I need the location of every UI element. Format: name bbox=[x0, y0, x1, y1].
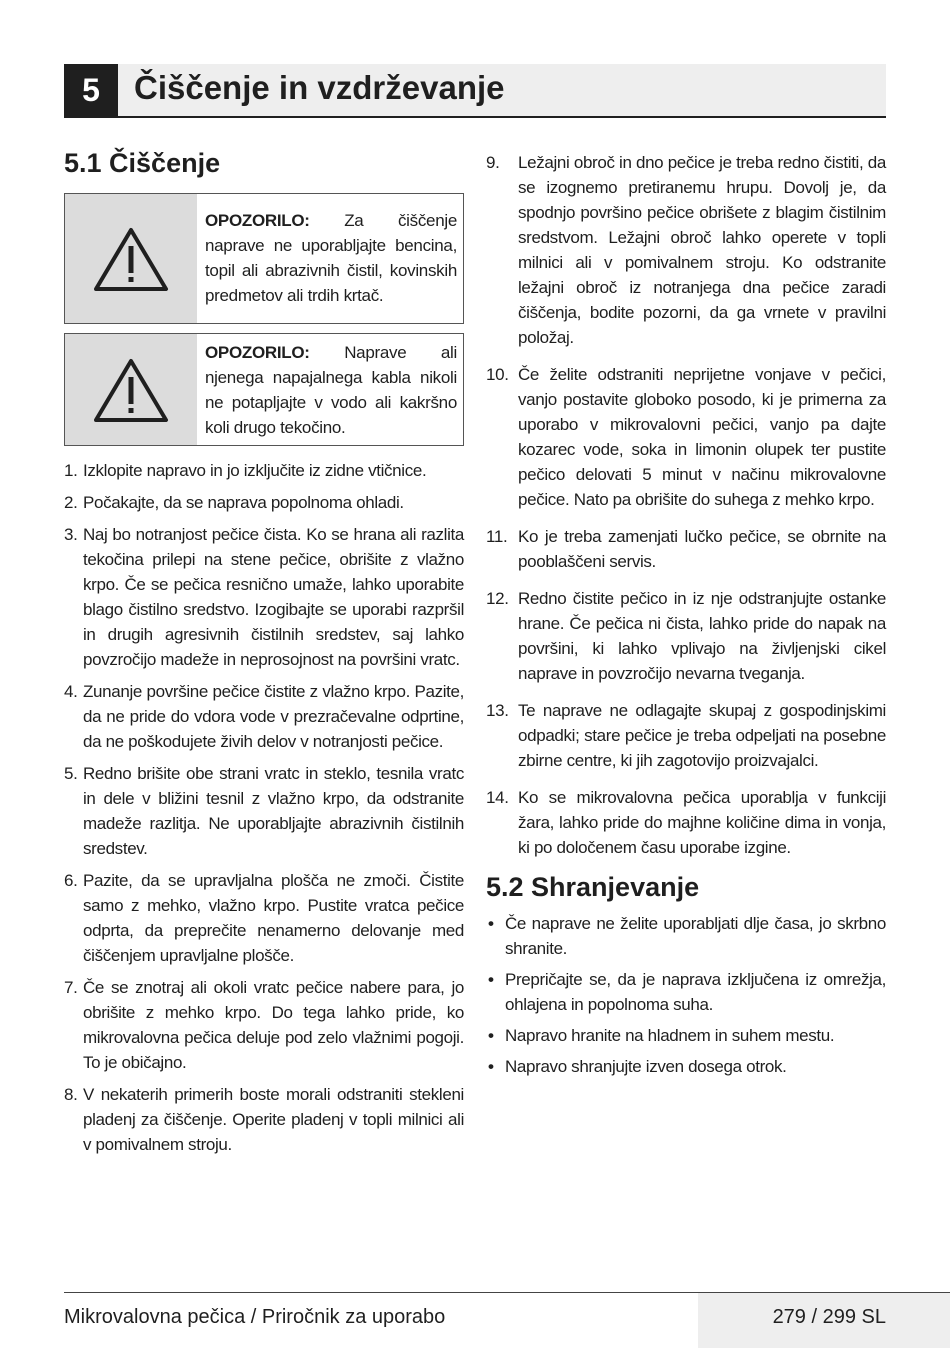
warning-text bbox=[197, 194, 463, 323]
list-item bbox=[64, 522, 464, 672]
warning-body: Za čiščenje naprave ne uporabljajte bencina, topil ali abrazivnih čistil, kovinskih predmetov ali trdih krtač. bbox=[205, 211, 457, 305]
item-number: 14. bbox=[486, 788, 509, 807]
item-text: Zunanje površine pečice čistite z vlažno krpo. Pazite, da ne pride do vdora vode v prezračevalne odprtine, da ne poškodujete živih delov v notranjosti pečice. bbox=[83, 682, 464, 751]
item-text: Pazite, da se upravljalna plošča ne zmoči. Čistite samo z mehko, vlažno krpo. Pustite vratca pečice odprta, da preprečite nenamerno delovanje med čiščenjem upravljalne plošče. bbox=[83, 871, 464, 965]
list-item bbox=[486, 524, 886, 574]
list-item bbox=[486, 362, 886, 512]
item-text: Če naprave ne želite uporabljati dlje časa, jo skrbno shranite. bbox=[505, 914, 886, 958]
item-number: 6. bbox=[64, 871, 78, 890]
warning-triangle-icon bbox=[93, 357, 169, 423]
bullet: • bbox=[488, 970, 494, 989]
list-item bbox=[64, 761, 464, 861]
chapter-header bbox=[64, 64, 886, 118]
item-number: 2. bbox=[64, 493, 78, 512]
chapter-title: Čiščenje in vzdrževanje bbox=[134, 69, 505, 106]
item-number: 7. bbox=[64, 978, 78, 997]
item-number: 4. bbox=[64, 682, 78, 701]
bullet: • bbox=[488, 1026, 494, 1045]
item-text: Redno brišite obe strani vratc in steklo, tesnila vratc in dele v bližini tesnil z vlažno krpo, da odstranite madeže razlitja. Ne uporabljajte abrazivnih čistilnih sredstev. bbox=[83, 764, 464, 858]
warning-box bbox=[64, 333, 464, 446]
item-text: Če želite odstraniti neprijetne vonjave v pečici, vanjo postavite globoko posodo, ki je primerna za uporabo v mikrovalovni pečici, vanjo pa dajte kozarec vode, soka in limonin olupek ter pustite pečico delovati 5 minut v načinu mikrovalovne pečice. Nato pa obrišite do suhega z mehko krpo. bbox=[518, 365, 886, 509]
warning-body: Naprave ali njenega napajalnega kabla nikoli ne potapljajte v vodo ali kakršno koli drugo tekočino. bbox=[205, 343, 457, 437]
list-item bbox=[64, 679, 464, 754]
list-item bbox=[486, 1054, 886, 1079]
item-text: Naj bo notranjost pečice čista. Ko se hrana ali razlita tekočina prilepi na stene pečice, obrišite z vlažno krpo. Če se pečica resnično umaže, lahko uporabite blago čistilno sredstvo. Izogibajte se uporabi razpršil in drugih agresivnih čistilnih sredstev, saj lahko povzročijo madeže in neprosojnost na površini vratc. bbox=[83, 525, 464, 669]
item-text: Ko je treba zamenjati lučko pečice, se obrnite na pooblaščeni servis. bbox=[518, 527, 886, 571]
warning-triangle-icon bbox=[93, 226, 169, 292]
item-number: 9. bbox=[486, 153, 500, 172]
item-text: V nekaterih primerih boste morali odstraniti stekleni pladenj za čiščenje. Operite pladenj v topli milnici ali v pomivalnem stroju. bbox=[83, 1085, 464, 1154]
bullet: • bbox=[488, 914, 494, 933]
item-number: 8. bbox=[64, 1085, 78, 1104]
item-text: Če se znotraj ali okoli vratc pečice nabere para, jo obrišite z mehko krpo. Do tega lahko pride, ko mikrovalovna pečica deluje pod zelo vlažnimi pogoji. To je običajno. bbox=[83, 978, 464, 1072]
list-item bbox=[486, 586, 886, 686]
item-text: Napravo hranite na hladnem in suhem mestu. bbox=[505, 1026, 835, 1045]
list-item bbox=[64, 490, 464, 515]
section-heading-cleaning: 5.1 Čiščenje bbox=[64, 148, 221, 178]
item-text: Napravo shranjujte izven dosega otrok. bbox=[505, 1057, 787, 1076]
right-column bbox=[486, 150, 886, 1085]
list-item bbox=[64, 868, 464, 968]
list-item bbox=[486, 785, 886, 860]
list-item bbox=[486, 967, 886, 1017]
list-item bbox=[486, 698, 886, 773]
item-text: Prepričajte se, da je naprava izključena iz omrežja, ohlajena in popolnoma suha. bbox=[505, 970, 886, 1014]
warning-label: OPOZORILO: bbox=[205, 343, 310, 362]
item-number: 3. bbox=[64, 525, 78, 544]
item-number: 1. bbox=[64, 461, 78, 480]
item-text: Izklopite napravo in jo izključite iz zidne vtičnice. bbox=[83, 461, 427, 480]
left-column bbox=[64, 140, 464, 1164]
bullet: • bbox=[488, 1057, 494, 1076]
warning-box bbox=[64, 193, 464, 324]
item-number: 13. bbox=[486, 701, 509, 720]
warning-icon-cell bbox=[65, 334, 197, 445]
storage-list bbox=[486, 911, 886, 1079]
item-text: Te naprave ne odlagajte skupaj z gospodinjskimi odpadki; stare pečice je treba odpeljati na posebne zbirne centre, ki jih zagotovijo proizvajalci. bbox=[518, 701, 886, 770]
list-item bbox=[64, 975, 464, 1075]
list-item bbox=[64, 1082, 464, 1157]
item-number: 5. bbox=[64, 764, 78, 783]
list-item bbox=[64, 458, 464, 483]
item-text: Ležajni obroč in dno pečice je treba redno čistiti, da se izognemo pretiranemu hrupu. Dovolj je, da spodnjo površino pečice obrišete z blagim čistilnim sredstvom. Ležajni obroč lahko operete v topli milnici ali v pomivalnem stroju. Ko odstranite ležajni obroč iz notranjega dna pečice zaradi čiščenja, bodite pozorni, da ga vrnete v pravilni položaj. bbox=[518, 153, 886, 347]
item-text: Ko se mikrovalovna pečica uporablja v funkciji žara, lahko pride do majhne količine dima in vonja, ki po določenem času uporabe izgine. bbox=[518, 788, 886, 857]
item-number: 10. bbox=[486, 365, 509, 384]
item-number: 12. bbox=[486, 589, 509, 608]
chapter-number: 5 bbox=[64, 64, 118, 116]
warning-icon-cell bbox=[65, 194, 197, 323]
list-item bbox=[486, 150, 886, 350]
item-number: 11. bbox=[486, 527, 508, 546]
footer-document-title: Mikrovalovna pečica / Priročnik za uporabo bbox=[64, 1306, 446, 1328]
list-item bbox=[486, 1023, 886, 1048]
footer-page-number: 279 / 299 SL bbox=[772, 1306, 886, 1328]
warning-text bbox=[197, 334, 463, 445]
item-text: Redno čistite pečico in iz nje odstranjujte ostanke hrane. Če pečica ni čista, lahko pride do napak na površini, ki lahko vplivajo na življenjski cikel naprave in povzročijo nevarna tveganja. bbox=[518, 589, 886, 683]
list-item bbox=[486, 911, 886, 961]
cleaning-steps-list bbox=[64, 458, 464, 1157]
item-text: Počakajte, da se naprava popolnoma ohladi. bbox=[83, 493, 404, 512]
warning-label: OPOZORILO: bbox=[205, 211, 310, 230]
section-heading-storage: 5.2 Shranjevanje bbox=[486, 872, 700, 902]
cleaning-steps-list-continued bbox=[486, 150, 886, 860]
